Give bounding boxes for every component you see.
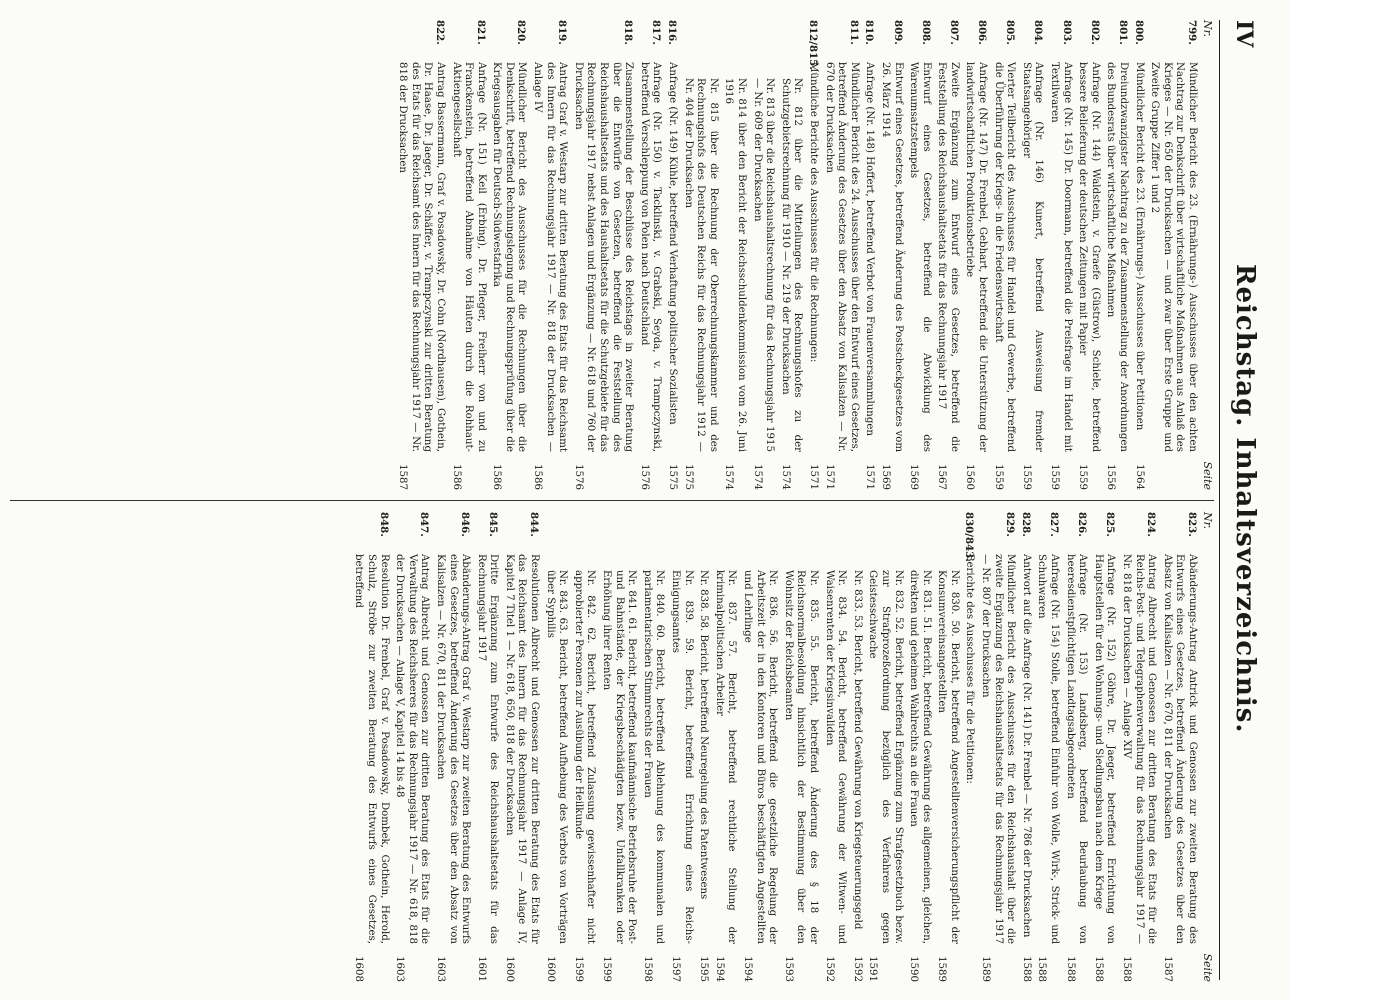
entry-text: Mündlicher Bericht des Ausschusses für die Rechnungen über die Denkschrift, betreffend Rechnungslegung und Rechnungsprüfung über die Kriegsausgaben für Deutsch-Südwestafrika: [491, 62, 528, 452]
toc-entry: [697, 512, 710, 982]
entry-text: Nr. 837. 57. Bericht, betreffend rechtliche Stellung der kriminalpolitischen Arbeiter: [713, 570, 738, 944]
entry-text: Abänderungs-Antrag Graf v. Westarp zur zweiten Beratung des Entwurfs eines Gesetzes, betreffend Änderung des Gesetzes über den Absatz von Kalisalzen — Nr. 670, 811 der Drucksachen: [434, 554, 472, 944]
toc-entry: [850, 512, 863, 982]
entry-text: Mündlicher Bericht des 24. Ausschusses über den Entwurf eines Gesetzes, betreffend Änderung des Gesetzes über den Absatz von Kalisalzen — Nr. 670 der Drucksachen: [823, 62, 860, 452]
entry-number: 845.: [487, 512, 500, 537]
entry-number: [781, 528, 819, 570]
entry-number: [712, 528, 737, 570]
entry-number: [599, 528, 637, 570]
entry-page: 1593: [782, 956, 794, 982]
entry-page: 1571: [823, 464, 835, 490]
left-column: [8, 20, 1198, 490]
entry-page: 1576: [638, 464, 650, 490]
entry-page: 1595: [698, 956, 710, 982]
entry-text: Nr. 836. 56. Bericht, betreffend die gesetzliche Regelung der Arbeitszeit der in den Kontoren und Büros beschäftigten Angestellten und Lehrlinge: [742, 570, 779, 944]
toc-entry: [979, 512, 1017, 982]
entry-number: 800.: [1132, 20, 1145, 45]
entry-page: 1575: [682, 464, 694, 490]
toc-entry: [806, 20, 819, 490]
column-divider: [10, 500, 1214, 501]
entry-page: 1592: [851, 956, 863, 982]
right-column: [8, 512, 1198, 982]
entry-text: Antrag Graf v. Westarp zur dritten Beratung des Etats für das Reichsamt des Innern für das Rechnungsjahr 1917 — Nr. 818 der Drucksachen — Anlage IV: [532, 62, 569, 452]
entry-page: 1567: [936, 464, 948, 490]
entry-number: [907, 528, 932, 570]
entry-text: Anfrage (Nr. 151) Keil (Erbing), Dr. Pfleger, Freiherr von und zu Franckenstein, betreffend Abnahme von Häuten durch die Rohhaut-Aktiengesellschaft: [450, 62, 487, 452]
toc-entry: [352, 512, 390, 982]
toc-entry: [935, 20, 960, 490]
entry-text: Nr. 835. 55. Bericht, betreffend Änderung des § 18 der Reichsnormalbesoldung hinsichtlich der Bestimmung über den Wohnsitz der Reichsbeamten: [782, 570, 819, 944]
toc-entry: [668, 512, 693, 982]
entry-number: 803.: [1060, 20, 1073, 45]
entry-number: 820.: [515, 20, 528, 45]
entry-page: 1571: [807, 464, 819, 490]
entry-number: [543, 528, 568, 570]
entry-text: Anfrage (Nr. 148) Hoffert, betreffend Verbot von Frauenversammlungen: [864, 62, 876, 436]
entry-text: Anfrage (Nr. 150) v. Tacklinski, v. Grabski, Seyda, v. Trampczynski, betreffend Verschleppung von Polen nach Deutschland: [638, 62, 663, 452]
toc-entry: [665, 20, 678, 490]
entry-text: Anfrage (Nr. 145) Dr. Doormann, betreffend die Preisfrage im Handel mit Textilwaren: [1049, 62, 1073, 452]
entry-number: 807.: [947, 20, 960, 45]
entry-text: Anfrage (Nr. 153) Landsberg, betreffend Beurlaubung von heeresdienstpflichtigen Landtagsabgeordneten: [1064, 554, 1089, 944]
toc-entry: [778, 20, 803, 490]
entry-text: Nr. 814 über den Bericht der Reichsschuldenkommission vom 26. Juni 1916: [723, 78, 747, 452]
entry-text: Nr. 842. 62. Bericht, betreffend Zulassung gewissenhafter nicht approbierter Personen zur Ausübung der Heilkunde: [572, 570, 597, 944]
toc-entry: [393, 512, 431, 982]
toc-entry: [502, 512, 540, 982]
entry-text: Nr. 831. 51. Bericht, betreffend Gewährung des allgemeinen, gleichen, direkten und geheimen Wahlrechts an die Frauen: [908, 570, 932, 944]
entry-number: 812/815.: [806, 20, 819, 70]
entry-page: 1588: [1064, 956, 1076, 982]
entry-number: 816.: [666, 20, 679, 45]
entry-number: 808.: [919, 20, 932, 45]
entry-number: 817.: [650, 20, 663, 45]
entry-page: 1575: [667, 464, 679, 490]
entry-text: Antrag Bassermann, Graf v. Posadowsky, Dr. Cohn (Nordhausen), Gothein, Dr. Haase, Dr. Jaeger, Dr. Schäffer, v. Trampczynski zur dritten Beratung des Etats für das Reichsamt des Innern für das Rechnungsjahr 1917 — Nr. 818 der Drucksachen: [397, 62, 446, 452]
entry-number: 821.: [474, 20, 487, 45]
entry-page: 1587: [397, 464, 409, 490]
page-title: Reichstag. Inhaltsverzeichnis.: [1230, 263, 1260, 734]
entry-page: 1586: [532, 464, 544, 490]
toc-entry: [1019, 512, 1032, 982]
toc-entry: [1019, 20, 1044, 490]
entry-page: 1559: [1077, 464, 1089, 490]
toc-entry: [681, 20, 719, 490]
entry-page: 1560: [964, 464, 976, 490]
seite-label: Seite: [1201, 953, 1214, 982]
entry-page: 1586: [450, 464, 462, 490]
toc-entry: [637, 20, 662, 490]
entry-text: Entwurf eines Gesetzes, betreffend die Abwicklung des Warenumsatzstempels: [908, 62, 932, 452]
entry-page: 1600: [544, 956, 556, 982]
entry-number: [722, 36, 747, 78]
entry-text: Nr. 832. 52. Bericht, betreffend Ergänzung zum Strafgesetzbuch bezw. zur Strafprozeßordnung bezüglich des Verfahrens gegen Geistesschwache: [867, 570, 904, 944]
entry-text: Nr. 830. 50. Bericht, betreffend Angestelltenversicherungspflicht der Konsumvereinsangestellten: [936, 570, 960, 944]
entry-text: Zusammenstellung der Beschlüsse des Reichstags in zweiter Beratung über die Entwürfe von Gesetzen, betreffend die Feststellung des Reichshaushaltsetats und des Haushaltsetats für die Schutzgebiete für das Rechnungsjahr 1917 nebst Anlagen und Ergänzung — Nr. 618 und 760 der Drucksachen: [572, 62, 635, 452]
entry-text: Vierter Teilbericht des Ausschusses für Handel und Gewerbe, betreffend die Überführung der Kriegs- in die Friedenswirtschaft: [992, 62, 1017, 452]
toc-entry: [866, 512, 904, 982]
entry-number: 822.: [433, 20, 446, 45]
entry-text: Antwort auf die Anfrage (Nr. 141) Dr. Frenbel — Nr. 786 der Drucksachen: [1020, 554, 1032, 938]
entry-text: Mündliche Berichte des Ausschusses für die Rechnungen:: [807, 62, 819, 363]
entry-text: Anfrage (Nr. 149) Kühle, betreffend Verhaftung politischer Sozialisten: [667, 62, 679, 425]
entry-text: Nr. 843. 63. Bericht, betreffend Aufhebung des Verbots von Vorträgen über Syphilis: [544, 570, 569, 944]
nr-label: Nr.: [1201, 512, 1214, 530]
toc-entry: [822, 512, 847, 982]
toc-entry: [490, 20, 528, 490]
entry-page: 1569: [879, 464, 891, 490]
entry-number: 846.: [459, 512, 472, 537]
entry-page: 1564: [1133, 464, 1145, 490]
toc-entry: [571, 20, 634, 490]
entry-page: 1588: [1121, 956, 1133, 982]
toc-entry: [1160, 512, 1198, 982]
entry-text: Entwurf eines Gesetzes, betreffend Änderung des Postscheckgesetzes vom 26. März 1914: [879, 62, 904, 452]
toc-entry: [571, 512, 596, 982]
entry-number: [697, 528, 710, 570]
entry-number: 810.: [863, 20, 876, 45]
toc-entry: [1063, 512, 1088, 982]
entry-number: [778, 36, 803, 78]
entry-number: 827.: [1048, 512, 1061, 537]
entry-page: 1574: [779, 464, 791, 490]
toc-entry: [712, 512, 737, 982]
entry-page: 1587: [1161, 956, 1173, 982]
entry-text: Mündlicher Bericht des Ausschusses für den Reichshaushalt über die zweite Ergänzung des Reichshaushaltsetats für das Rechnungsjahr 1917 — Nr. 807 der Drucksachen: [980, 554, 1017, 944]
entry-page: 1571: [864, 464, 876, 490]
entry-page: 1588: [1020, 956, 1032, 982]
entry-text: Abänderungs-Antrag Antrick und Genossen zur zweiten Beratung des Entwurfs eines Gesetzes, betreffend Änderung des Gesetzes über den Absatz von Kalisalzen — Nr. 670, 811 der Drucksachen: [1161, 554, 1198, 944]
entry-page: 1597: [670, 956, 682, 982]
entry-number: [640, 528, 665, 570]
entry-page: 1559: [992, 464, 1004, 490]
entry-page: 1559: [1049, 464, 1061, 490]
entry-number: 818.: [622, 20, 635, 45]
entry-page: 1598: [641, 956, 653, 982]
entry-number: [866, 528, 904, 570]
entry-number: [681, 36, 719, 78]
entry-number: 847.: [418, 512, 431, 537]
entry-page: 1599: [601, 956, 613, 982]
toc-entry: [1047, 20, 1072, 490]
entry-text: Anfrage (Nr. 152) Göhre, Dr. Jaeger, betreffend Errichtung von Hauptstellen für den Wohnungs- und Siedlungsbau nach dem Kriege: [1092, 554, 1117, 944]
entry-page: 1594: [713, 956, 725, 982]
entry-text: Anfrage (Nr. 154) Stolle, betreffend Einfuhr von Wolle, Wirk-, Strick- und Schuhwaren: [1036, 554, 1061, 944]
entry-page: 1588: [1036, 956, 1048, 982]
entry-number: 828.: [1019, 512, 1032, 537]
entry-text: Anfrage (Nr. 146) Kunert, betreffend Ausweisung fremder Staatsangehöriger: [1020, 62, 1045, 452]
entry-text: Nr. 838. 58. Bericht, betreffend Neuregelung des Patentwesens: [698, 570, 710, 900]
entry-page: 1608: [353, 956, 365, 982]
toc-entry: [878, 20, 903, 490]
entry-page: 1574: [723, 464, 735, 490]
entry-page: 1589: [980, 956, 992, 982]
entry-number: 826.: [1076, 512, 1089, 537]
entry-text: Nr. 815 über die Rechnung der Oberrechnungskammer und des Rechnungshofs des Deutschen Reichs für das Rechnungsjahr 1912 — Nr. 404 der Drucksachen: [682, 78, 719, 452]
toc-entry: [935, 512, 960, 982]
entry-text: Mündlicher Bericht des 23. (Ernährungs-) Ausschusses über den achten Nachtrag zur Denkschrift über wirtschaftliche Maßnahmen aus Anlaß des Krieges — Nr. 650 der Drucksachen — und zwar über Erste Gruppe und Zweite Gruppe Ziffer 1 und 2: [1149, 62, 1198, 452]
entry-page: 1559: [1020, 464, 1032, 490]
entry-page: 1556: [1105, 464, 1117, 490]
entry-text: Nr. 834. 54. Bericht, betreffend Gewährung der Witwen- und Waisenrenten der Kriegsinvaliden: [823, 570, 848, 944]
entry-number: [571, 528, 596, 570]
entry-number: 804.: [1032, 20, 1045, 45]
entry-text: Nr. 839. 59. Bericht, betreffend Errichtung eines Reichs-Einigungsamtes: [670, 570, 694, 944]
toc-entry: [433, 512, 471, 982]
entry-number: 824.: [1145, 512, 1158, 537]
toc-entry: [1091, 512, 1116, 982]
toc-entry: [963, 20, 988, 490]
toc-entry: [907, 512, 932, 982]
entry-text: Nr. 812 über die Mitteilungen des Rechnungshofes zu der Schutzgebietsrechnung für 1910 — Nr. 219 der Drucksachen: [779, 78, 804, 452]
entry-text: Nr. 841. 61. Bericht, betreffend kaufmännische Betriebsruhe der Post- und Bahnstände, der Kriegsbeschädigten bezw. Unfallkranken oder Erhöhung ihrer Renten: [601, 570, 638, 944]
toc-entry: [474, 512, 499, 982]
entry-number: [740, 528, 778, 570]
entry-number: 801.: [1117, 20, 1130, 45]
nr-label: Nr.: [1201, 20, 1214, 38]
toc-entry: [750, 20, 775, 490]
entry-text: Berichte des Ausschusses für die Petitionen:: [964, 554, 976, 784]
entry-number: 805.: [1004, 20, 1017, 45]
toc-entry: [907, 20, 932, 490]
toc-entry: [599, 512, 637, 982]
entry-number: 844.: [528, 512, 541, 537]
entry-text: Nr. 833. 53. Bericht, betreffend Gewährung von Kriegsteuerungsgeld: [851, 570, 863, 930]
toc-entry: [991, 20, 1016, 490]
entry-page: 1599: [572, 956, 584, 982]
entry-number: 799.: [1186, 20, 1198, 45]
entry-number: 829.: [1004, 512, 1017, 537]
entry-text: Antrag Albrecht und Genossen zur dritten Beratung des Etats für die Verwaltung des Reichsheeres für das Rechnungsjahr 1917 — Nr. 618, 818 der Drucksachen — Anlage V, Kapitel 14 bis 48: [394, 554, 431, 944]
entry-number: 848.: [377, 512, 390, 537]
entry-number: 823.: [1186, 512, 1198, 537]
entry-text: Dreiundzwanzigster Nachtrag zu der Zusammenstellung der Anordnungen des Bundesrats über wirtschaftliche Maßnahmen: [1105, 62, 1130, 452]
toc-entry: [963, 512, 976, 982]
toc-entry: [740, 512, 778, 982]
entry-number: 809.: [891, 20, 904, 45]
toc-entry: [640, 512, 665, 982]
entry-text: Mündlicher Bericht des 23. (Ernährungs-) Ausschusses über Petitionen: [1133, 62, 1145, 431]
toc-entry: [1119, 512, 1157, 982]
toc-entry: [1035, 512, 1060, 982]
toc-entry: [531, 20, 569, 490]
entry-number: 806.: [976, 20, 989, 45]
page-header: [1219, 20, 1260, 980]
toc-entry: [822, 20, 860, 490]
entry-text: Dritte Ergänzung zum Entwurfe des Reichshaushaltsetats für das Rechnungsjahr 1917: [475, 554, 500, 944]
toc-entry: [449, 20, 487, 490]
right-column-header: [1201, 512, 1214, 982]
entry-page: 1594: [742, 956, 753, 982]
entry-page: 1600: [503, 956, 515, 982]
entry-page: 1576: [572, 464, 584, 490]
toc-entry: [781, 512, 819, 982]
entry-number: [850, 528, 863, 570]
toc-entry: [863, 20, 876, 490]
left-column-header: [1201, 20, 1214, 490]
entry-text: Nr. 840. 60. Bericht, betreffend Ablehnung des kommunalen und parlamentarischen Stimmrechts der Frauen: [641, 570, 666, 944]
entry-number: [750, 36, 775, 78]
toc-entry: [1076, 20, 1101, 490]
entry-text: Anfrage (Nr. 144) Waldstein, v. Graefe (Güstrow), Schiele, betreffend bessere Belieferung der deutschen Zeitungen mit Papier: [1077, 62, 1101, 452]
entry-page: 1603: [434, 956, 446, 982]
entry-number: 825.: [1104, 512, 1117, 537]
toc-entry: [543, 512, 568, 982]
entry-number: 802.: [1088, 20, 1101, 45]
entry-number: 830/843.: [963, 512, 976, 562]
entry-page: 1592: [823, 956, 835, 982]
entry-number: [822, 528, 847, 570]
entry-number: [668, 528, 693, 570]
entry-number: 811.: [847, 20, 860, 45]
page-number: IV: [1231, 20, 1257, 48]
toc-entry: [1104, 20, 1129, 490]
entry-text: Zweite Ergänzung zum Entwurf eines Gesetzes, betreffend die Feststellung des Reichshaushaltsetats für das Rechnungsjahr 1917: [936, 62, 960, 452]
toc-entry: [396, 20, 446, 490]
seite-label: Seite: [1201, 461, 1214, 490]
toc-entry: [1148, 20, 1198, 490]
entry-text: Resolutionen Albrecht und Genossen zur dritten Beratung des Etats für das Reichsamt des Innern für das Rechnungsjahr 1917 — Anlage IV, Kapitel 7 Titel 1 — Nr. 618, 650, 818 der Drucksachen: [503, 554, 541, 944]
entry-text: Nr. 813 über die Reichshaushaltsrechnung für das Rechnungsjahr 1915 — Nr. 609 der Drucksachen: [751, 78, 776, 452]
entry-page: 1603: [394, 956, 406, 982]
toc-entry: [1132, 20, 1145, 490]
entry-page: 1574: [751, 464, 763, 490]
entry-page: 1589: [936, 956, 948, 982]
entry-number: [935, 528, 960, 570]
entry-text: Anfrage (Nr. 147) Dr. Frenbel, Gebhart, betreffend die Unterstützung der landwirtschaftlichen Produktionsbetriebe: [964, 62, 989, 452]
entry-page: 1590: [908, 956, 920, 982]
entry-page: 1591: [867, 956, 879, 982]
entry-number: 819.: [556, 20, 569, 45]
entry-page: 1601: [475, 956, 487, 982]
entry-page: 1588: [1092, 956, 1104, 982]
entry-text: Resolution Dr. Frenbel, Graf v. Posadowsky, Dombek, Gothein, Herold, Schulz, Ströbe zur zweiten Beratung des Entwurfs eines Gesetzes, betreffend: [353, 554, 390, 944]
entry-text: Antrag Albrecht und Genossen zur dritten Beratung des Etats für die Reichs-Post- und Telegraphenverwaltung für das Rechnungsjahr 1917 — Nr. 818 der Drucksachen — Anlage XIV: [1121, 554, 1158, 944]
toc-entry: [722, 20, 747, 490]
entry-page: 1569: [908, 464, 920, 490]
entry-page: 1586: [491, 464, 503, 490]
